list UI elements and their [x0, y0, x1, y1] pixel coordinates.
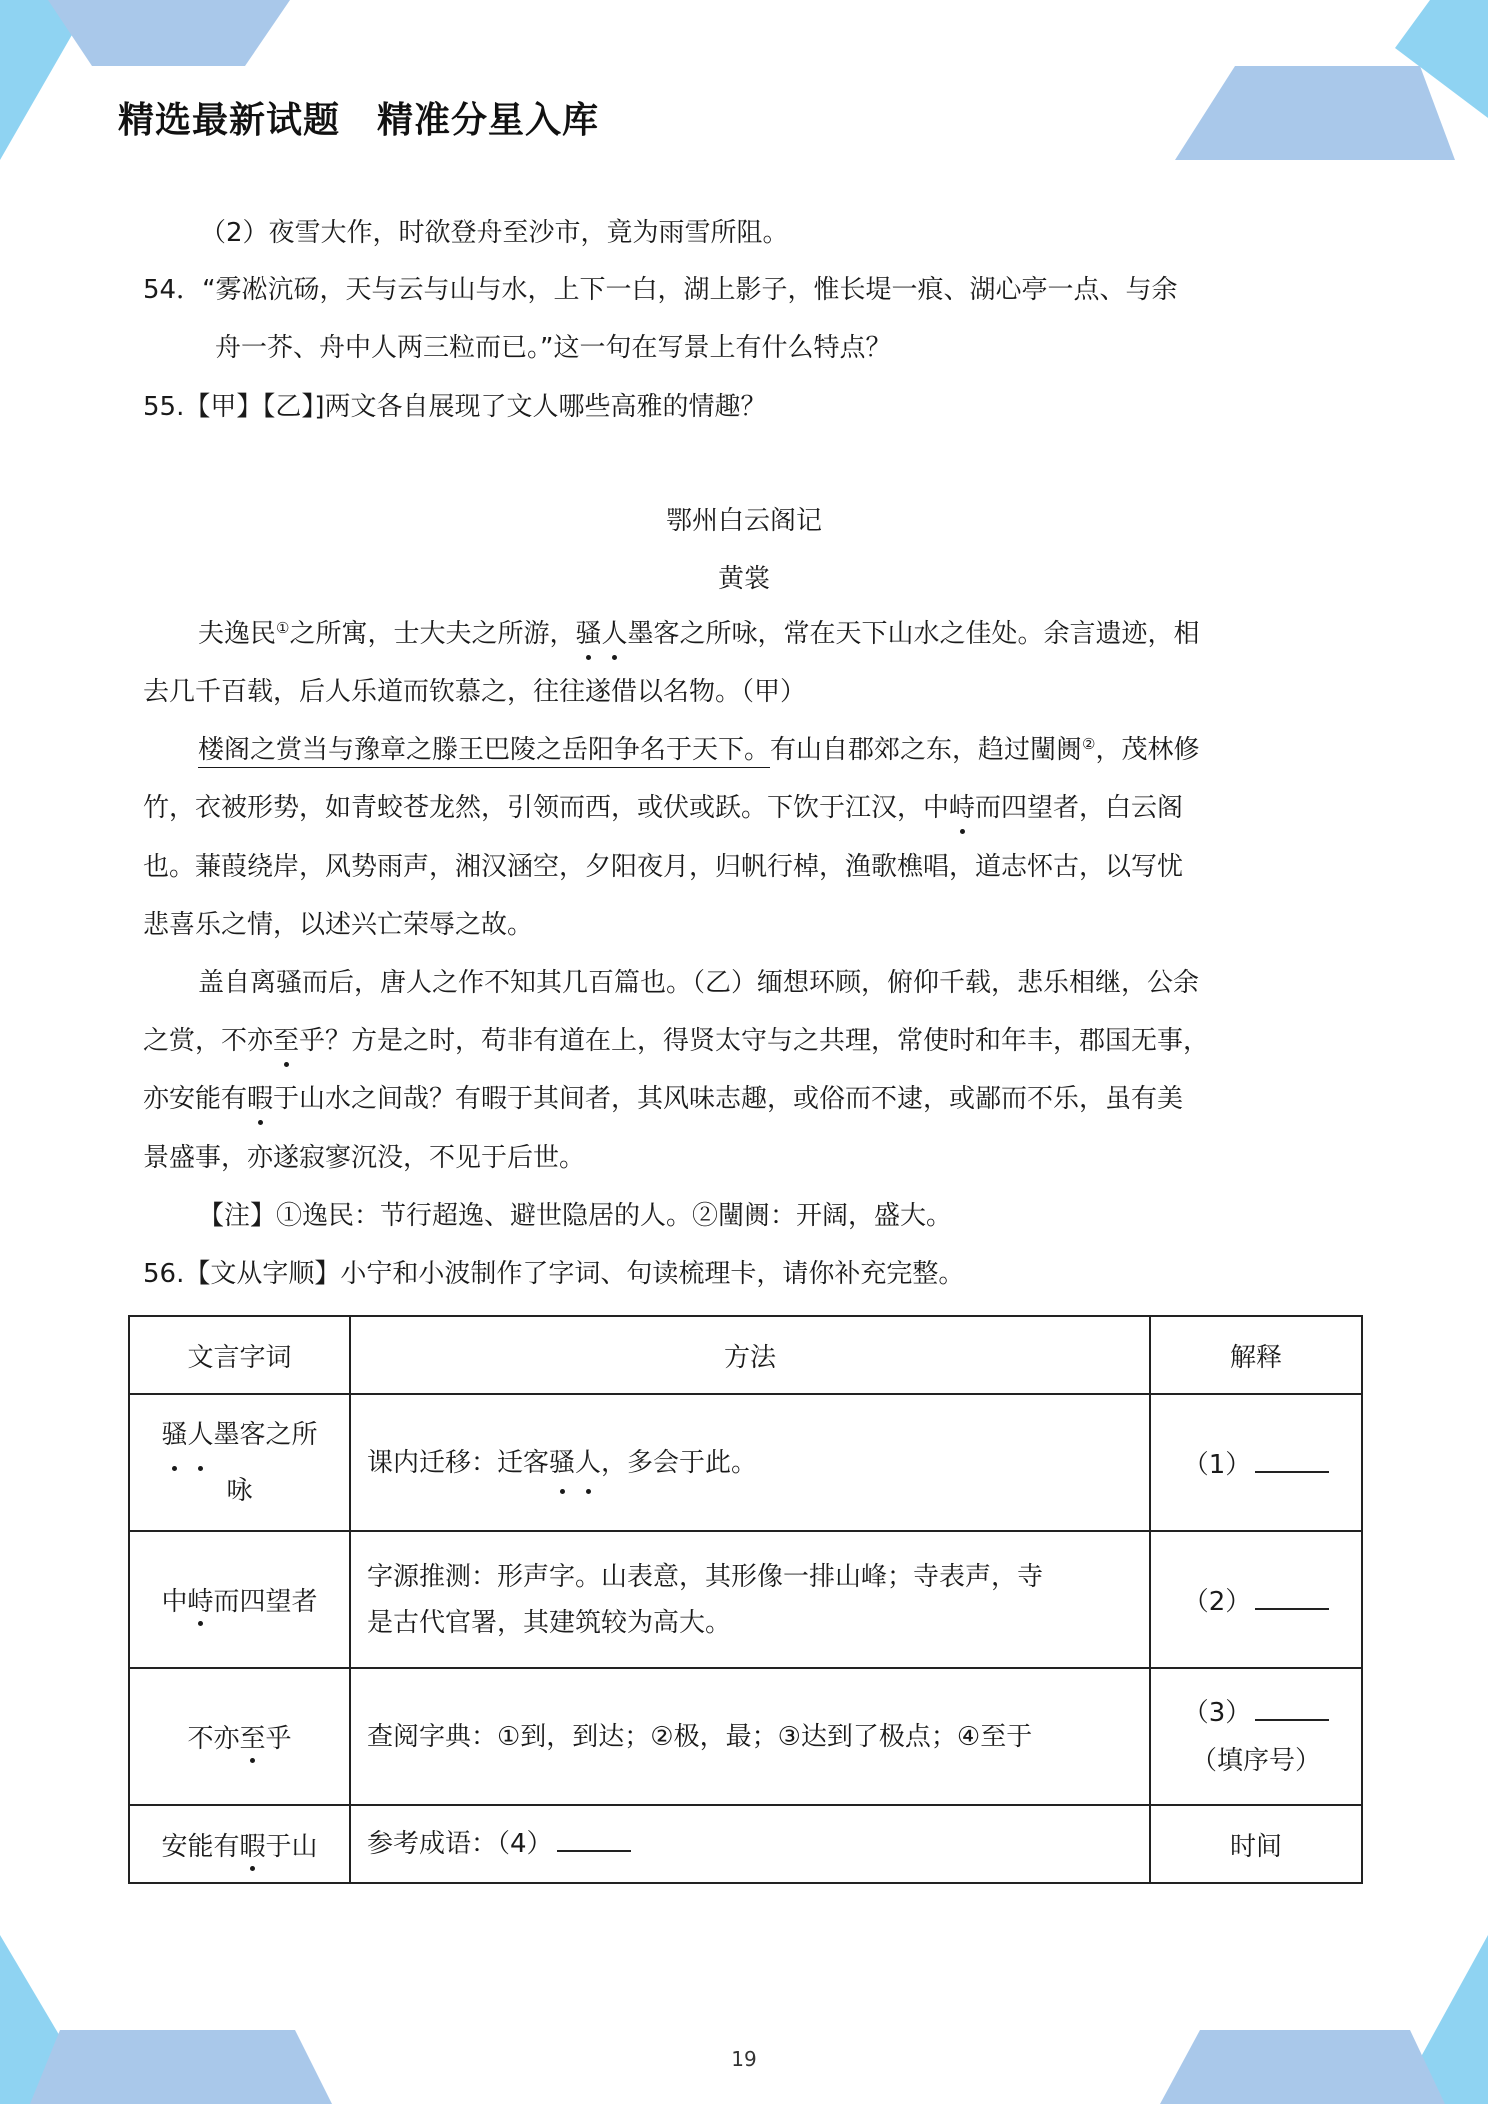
table-header: 方法	[350, 1316, 1150, 1394]
answer-blank-2	[1255, 1606, 1329, 1610]
passage-p2-line2: 竹，衣被形势，如青蛟苍龙然，引领而西，或伏或跃。下饮于江汉，中峙而四望者，白云阁	[143, 790, 1183, 826]
table-header: 解释	[1150, 1316, 1362, 1394]
top-right-trapezoid	[1175, 66, 1455, 160]
table-cell: （1）	[1150, 1394, 1362, 1531]
table-cell: （2）	[1150, 1531, 1362, 1668]
passage-p3-line2: 之赏，不亦至乎？方是之时，苟非有道在上，得贤太守与之共理，常使时和年丰，郡国无事，	[143, 1023, 1209, 1059]
page-number: 19	[731, 2047, 757, 2071]
passage-title: 鄂州白云阁记	[665, 506, 822, 536]
top-right-triangle	[1395, 0, 1488, 118]
table-cell: 参考成语：（4）	[350, 1805, 1150, 1883]
passage-p2-line3: 也。蒹葭绕岸，风势雨声，湘汉涵空，夕阳夜月，归帆行棹，渔歌樵唱，道志怀古，以写忧	[143, 852, 1184, 882]
question-53-2: （2）夜雪大作，时欲登舟至沙市，竟为雨雪所阻。	[200, 218, 789, 248]
table-cell: 安能有暇于山	[129, 1805, 350, 1883]
answer-blank-1	[1255, 1469, 1329, 1473]
question-54-line2: 舟一芥、舟中人两三粒而已。”这一句在写景上有什么特点？	[215, 333, 892, 363]
table-cell: 查阅字典：①到，到达；②极，最；③达到了极点；④至于	[350, 1668, 1150, 1805]
passage-p2-line4: 悲喜乐之情，以述兴亡荣辱之故。	[143, 910, 534, 940]
passage-p3-line3: 亦安能有暇于山水之间哉？有暇于其间者，其风味志趣，或俗而不逮，或鄙而不乐，虽有美	[143, 1081, 1183, 1117]
answer-blank-3	[1255, 1717, 1329, 1721]
table-cell: 时间	[1150, 1805, 1362, 1883]
bottom-left-triangle	[0, 1935, 100, 2104]
header-title: 精选最新试题 精准分星入库	[118, 100, 600, 141]
top-left-triangle	[0, 0, 92, 160]
table-row	[129, 1531, 1362, 1668]
passage-author: 黄裳	[717, 564, 770, 594]
table-cell: 骚人墨客之所 咏	[129, 1394, 350, 1531]
question-55: 55.【甲】【乙】]两文各自展现了文人哪些高雅的情趣？	[143, 392, 767, 422]
passage-p3-line4: 景盛事，亦遂寂寥沉没，不见于后世。	[143, 1143, 586, 1173]
table-header-row	[129, 1316, 1362, 1394]
answer-blank-4	[557, 1848, 631, 1852]
underlined-sentence: 楼阁之赏当与豫章之滕王巴陵之岳阳争名于天下。	[198, 735, 770, 768]
table-cell: 不亦至乎	[129, 1668, 350, 1805]
vocab-table	[128, 1315, 1363, 1884]
table-header: 文言字词	[129, 1316, 350, 1394]
table-row	[129, 1668, 1362, 1805]
question-54-line1: 54．“雾凇沆砀，天与云与山与水，上下一白，湖上影子，惟长堤一痕、湖心亭一点、与余	[143, 275, 1178, 305]
table-cell: 课内迁移：迁客骚人，多会于此。	[350, 1394, 1150, 1531]
passage-p2-line1: 楼阁之赏当与豫章之滕王巴陵之岳阳争名于天下。有山自郡郊之东，趋过闉阓②，茂林修	[198, 732, 1200, 768]
bottom-right-triangle	[1395, 1935, 1488, 2104]
passage-p1-line2: 去几千百载，后人乐道而钦慕之，往往遂借以名物。（甲）	[143, 677, 807, 707]
table-row	[129, 1805, 1362, 1883]
passage-p3-line1: 盖自离骚而后，唐人之作不知其几百篇也。（乙）缅想环顾，俯仰千载，悲乐相继，公余	[198, 968, 1200, 998]
question-56: 56.【文从字顺】小宁和小波制作了字词、句读梳理卡，请你补充完整。	[143, 1259, 965, 1289]
table-cell: 字源推测：形声字。山表意，其形像一排山峰；寺表声，寺 是古代官署，其建筑较为高大。	[350, 1531, 1150, 1668]
table-row	[129, 1394, 1362, 1531]
table-cell: 中峙而四望者	[129, 1531, 350, 1668]
passage-p1-line1: 夫逸民①之所寓，士大夫之所游，骚人墨客之所咏，常在天下山水之佳处。余言遗迹，相	[198, 616, 1200, 652]
table-cell: （3） （填序号）	[1150, 1668, 1362, 1805]
top-left-banner	[48, 0, 290, 66]
passage-note: 【注】①逸民：节行超逸、避世隐居的人。②闉阓：开阔，盛大。	[198, 1201, 953, 1231]
